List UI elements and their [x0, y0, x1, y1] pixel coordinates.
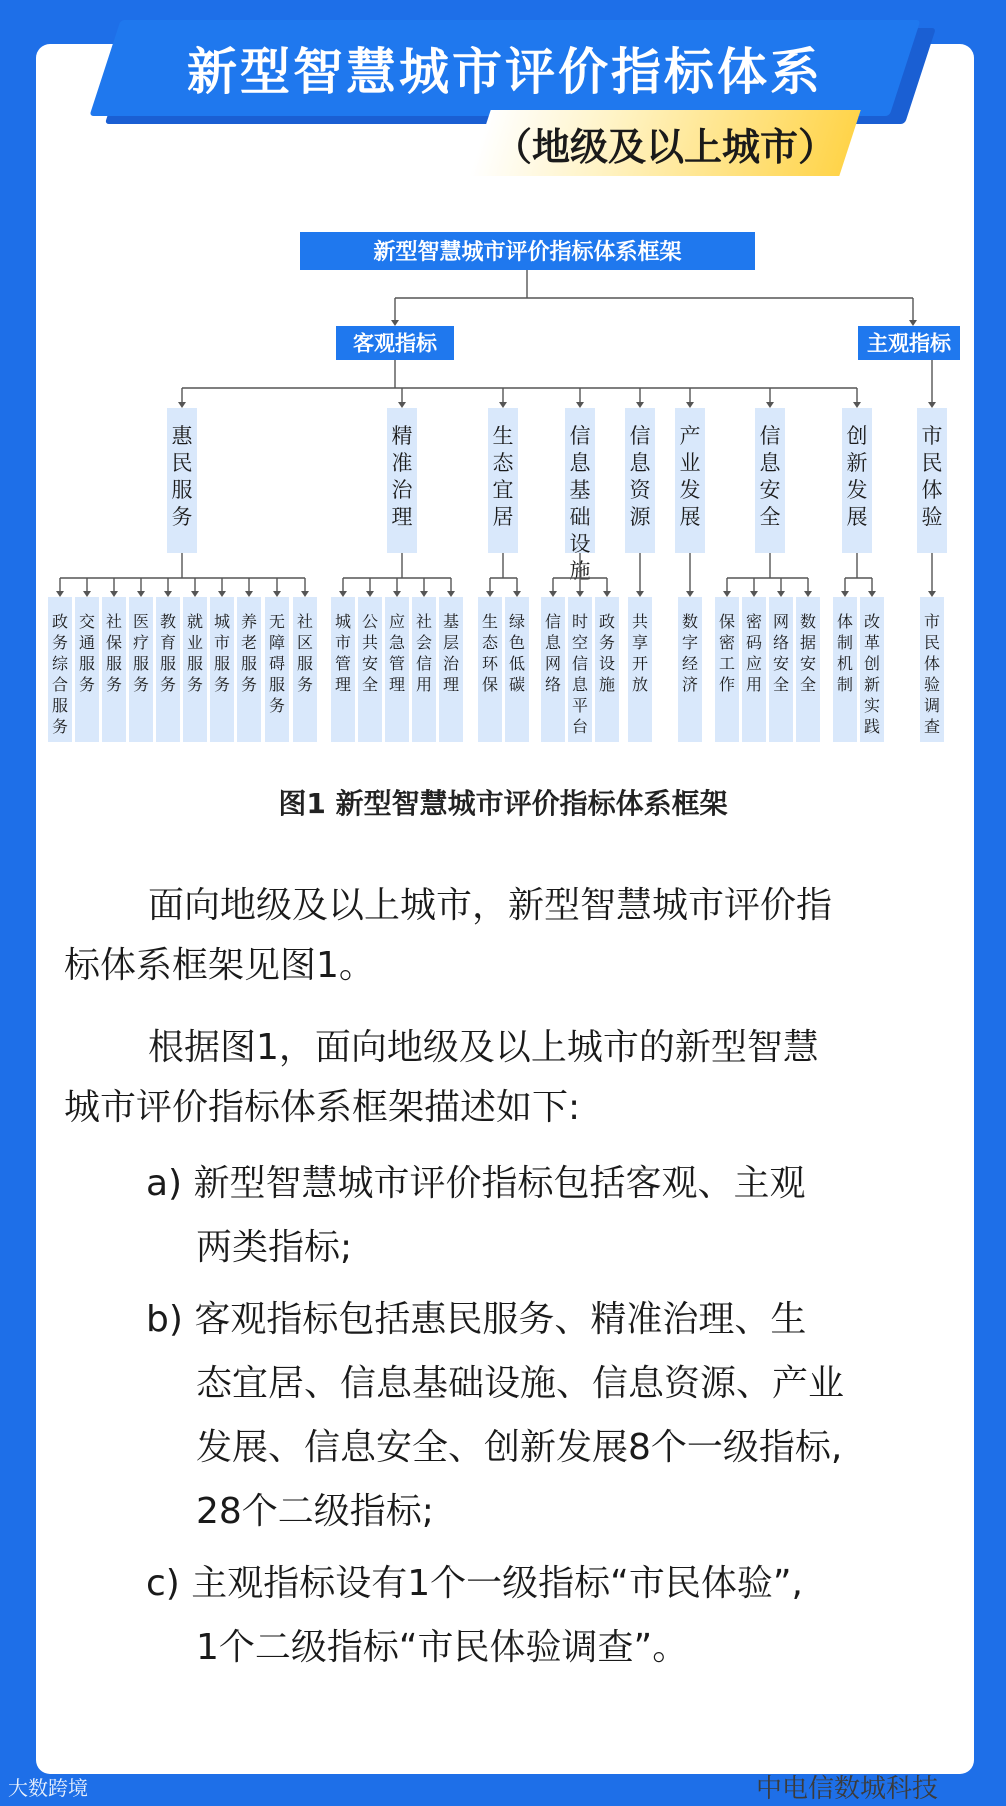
level2-1-6-char: 服	[186, 654, 204, 673]
item-c-line-1: c) 主观指标设有1个一级指标“市民体验”,	[146, 1563, 803, 1604]
item-b-line-2: 态宜居、信息基础设施、信息资源、产业	[196, 1363, 845, 1404]
level2-1-1-char: 综	[51, 654, 69, 673]
connector-arrowhead	[83, 591, 91, 597]
connector-arrowhead	[273, 591, 281, 597]
level2-7-3-char: 网	[772, 612, 790, 631]
level2-3-2-char: 绿	[508, 612, 526, 631]
connector-arrowhead	[603, 591, 611, 597]
level2-1-4-char: 医	[132, 612, 150, 631]
level2-4-1-char: 络	[544, 675, 562, 694]
item-b-line-4: 28个二级指标;	[196, 1491, 434, 1532]
level2-8-2-char: 新	[863, 675, 881, 694]
level2-8-2-char: 改	[863, 612, 881, 631]
level2-2-3-char: 理	[388, 675, 406, 694]
connector-arrowhead	[686, 402, 694, 408]
level1-6-char: 产	[679, 424, 701, 448]
level2-3-1-char: 态	[481, 633, 499, 652]
level2-7-1-char: 工	[718, 654, 736, 673]
level2-4-2-char: 平	[571, 696, 589, 715]
level1-2-char: 准	[391, 451, 413, 475]
item-b-line-3: 发展、信息安全、创新发展8个一级指标,	[196, 1427, 843, 1468]
level2-1-10-char: 务	[296, 675, 314, 694]
level2-4-3-char: 设	[598, 654, 616, 673]
root-node-label: 新型智慧城市评价指标体系框架	[373, 239, 682, 265]
level2-3-2-char: 色	[508, 633, 526, 652]
level1-4-char: 施	[569, 559, 591, 583]
connector-arrowhead	[339, 591, 347, 597]
connector-arrowhead	[777, 591, 785, 597]
level2-4-2-char: 息	[571, 675, 589, 694]
level2-4-1-char: 息	[544, 633, 562, 652]
level1-1-char: 务	[171, 505, 193, 529]
level1-4-char: 设	[569, 532, 591, 556]
connector-arrowhead	[909, 320, 917, 326]
level2-5-1-char: 共	[631, 612, 649, 631]
level2-1-1-char: 合	[51, 675, 69, 694]
level2-8-2-char: 实	[863, 696, 881, 715]
level2-1-10-char: 社	[296, 612, 314, 631]
connector-arrowhead	[137, 591, 145, 597]
connector-arrowhead	[868, 591, 876, 597]
level2-7-4-char: 全	[799, 675, 817, 694]
level1-3-char: 宜	[492, 478, 514, 502]
connector-arrowhead	[245, 591, 253, 597]
connector-arrowhead	[486, 591, 494, 597]
level2-5-1-char: 放	[631, 675, 649, 694]
level1-3-char: 居	[492, 505, 514, 529]
connector-arrowhead	[766, 402, 774, 408]
level2-1-2-char: 通	[78, 633, 96, 652]
figure-caption: 图1 新型智慧城市评价指标体系框架	[278, 787, 728, 820]
level2-1-6-char: 务	[186, 675, 204, 694]
connector-arrowhead	[636, 402, 644, 408]
level2-1-3-char: 务	[105, 675, 123, 694]
level1-1-char: 民	[171, 451, 193, 475]
page-subtitle: （地级及以上城市）	[493, 124, 836, 169]
connector-arrowhead	[841, 591, 849, 597]
level1-2-char: 治	[391, 478, 413, 502]
level2-2-3-char: 急	[388, 633, 406, 652]
level2-9-1-char: 验	[923, 675, 941, 694]
level1-4-char: 基	[569, 478, 591, 502]
connector-arrowhead	[928, 402, 936, 408]
level2-1-10-char: 区	[296, 633, 314, 652]
level2-2-4-char: 社	[415, 612, 433, 631]
level2-7-1-char: 作	[718, 675, 736, 694]
level2-1-8-char: 务	[240, 675, 258, 694]
level2-2-5-char: 治	[442, 654, 460, 673]
level2-2-2-char: 共	[361, 633, 379, 652]
level2-7-4-char: 数	[799, 612, 817, 631]
level2-8-1-char: 机	[836, 654, 854, 673]
level2-1-7-char: 服	[213, 654, 231, 673]
level2-9-1-char: 民	[923, 633, 941, 652]
page-title: 新型智慧城市评价指标体系	[187, 43, 823, 101]
level1-5-char: 资	[629, 478, 651, 502]
level1-9-char: 体	[921, 478, 943, 502]
connector-arrowhead	[164, 591, 172, 597]
level2-1-5-char: 育	[159, 633, 177, 652]
level2-4-1-char: 网	[544, 654, 562, 673]
framework-diagram	[0, 0, 1006, 760]
level1-2-char: 理	[391, 505, 413, 529]
level2-4-1-char: 信	[544, 612, 562, 631]
level1-9-char: 民	[921, 451, 943, 475]
level1-3-char: 生	[492, 424, 514, 448]
level2-6-1-char: 字	[681, 633, 699, 652]
item-a-line-1: a) 新型智慧城市评价指标包括客观、主观	[146, 1163, 806, 1204]
connector-arrowhead	[301, 591, 309, 597]
level2-9-1-char: 查	[923, 717, 941, 736]
level2-6-1-char: 数	[681, 612, 699, 631]
level2-1-7-char: 市	[213, 633, 231, 652]
level1-8-char: 创	[846, 424, 868, 448]
level2-1-2-char: 务	[78, 675, 96, 694]
level2-1-4-char: 服	[132, 654, 150, 673]
level2-1-1-char: 务	[51, 717, 69, 736]
level2-1-7-char: 务	[213, 675, 231, 694]
level2-7-3-char: 络	[772, 633, 790, 652]
level2-7-4-char: 安	[799, 654, 817, 673]
level1-7-char: 全	[759, 505, 781, 529]
level2-1-9-char: 无	[268, 612, 286, 631]
paragraph-1-line-1: 面向地级及以上城市，新型智慧城市评价指	[148, 885, 833, 926]
level2-1-1-char: 服	[51, 696, 69, 715]
level2-3-1-char: 保	[481, 675, 499, 694]
level2-1-1-char: 政	[51, 612, 69, 631]
level2-2-5-char: 层	[442, 633, 460, 652]
level2-8-1-char: 制	[836, 675, 854, 694]
level2-4-3-char: 施	[598, 675, 616, 694]
connector-arrowhead	[366, 591, 374, 597]
level1-7-char: 安	[759, 478, 781, 502]
level2-7-3-char: 全	[772, 675, 790, 694]
connector-arrowhead	[398, 402, 406, 408]
level2-1-8-char: 服	[240, 654, 258, 673]
level1-7-char: 信	[759, 424, 781, 448]
level2-1-2-char: 服	[78, 654, 96, 673]
level2-4-2-char: 空	[571, 633, 589, 652]
level2-1-8-char: 老	[240, 633, 258, 652]
level2-7-2-char: 应	[745, 654, 763, 673]
level2-9-1-char: 市	[923, 612, 941, 631]
connector-arrowhead	[723, 591, 731, 597]
connector-arrowhead	[576, 591, 584, 597]
connector-arrowhead	[110, 591, 118, 597]
level2-2-5-char: 基	[442, 612, 460, 631]
level2-2-2-char: 全	[361, 675, 379, 694]
level2-5-1-char: 享	[631, 633, 649, 652]
level2-2-5-char: 理	[442, 675, 460, 694]
level2-6-1-char: 经	[681, 654, 699, 673]
item-a-line-2: 两类指标;	[196, 1227, 353, 1268]
level2-4-2-char: 时	[571, 612, 589, 631]
connector-arrowhead	[636, 591, 644, 597]
level2-2-1-char: 城	[334, 612, 352, 631]
connector-arrowhead	[178, 402, 186, 408]
subjective-node-label: 主观指标	[867, 331, 951, 356]
level1-8-char: 展	[846, 505, 868, 529]
level2-5-1-char: 开	[631, 654, 649, 673]
level2-2-1-char: 理	[334, 675, 352, 694]
connector-arrowhead	[804, 591, 812, 597]
level2-2-3-char: 管	[388, 654, 406, 673]
paragraph-2-line-2: 城市评价指标体系框架描述如下:	[64, 1087, 581, 1128]
level2-1-9-char: 碍	[268, 654, 286, 673]
level1-9-char: 市	[921, 424, 943, 448]
level2-4-2-char: 信	[571, 654, 589, 673]
level2-7-2-char: 用	[745, 675, 763, 694]
level2-6-1-char: 济	[681, 675, 699, 694]
level2-3-1-char: 生	[481, 612, 499, 631]
item-c-line-2: 1个二级指标“市民体验调查”。	[196, 1627, 689, 1668]
level2-3-2-char: 碳	[508, 675, 526, 694]
level2-4-2-char: 台	[571, 717, 589, 736]
connector-arrowhead	[191, 591, 199, 597]
connector-arrowhead	[499, 402, 507, 408]
level2-8-2-char: 革	[863, 633, 881, 652]
level2-2-4-char: 信	[415, 654, 433, 673]
level2-7-2-char: 码	[745, 633, 763, 652]
level1-9-char: 验	[921, 505, 943, 529]
connector-arrowhead	[391, 320, 399, 326]
level1-1-char: 惠	[171, 424, 193, 448]
connector-arrowhead	[686, 591, 694, 597]
connector-arrowhead	[420, 591, 428, 597]
level2-1-10-char: 服	[296, 654, 314, 673]
level1-8-char: 发	[846, 478, 868, 502]
level1-5-char: 源	[629, 505, 651, 529]
level1-5-char: 信	[629, 424, 651, 448]
level2-1-6-char: 业	[186, 633, 204, 652]
level2-1-3-char: 保	[105, 633, 123, 652]
connector-arrowhead	[513, 591, 521, 597]
level2-4-3-char: 政	[598, 612, 616, 631]
level2-1-4-char: 疗	[132, 633, 150, 652]
level1-3-char: 态	[492, 451, 514, 475]
connector-arrowhead	[750, 591, 758, 597]
level2-2-4-char: 用	[415, 675, 433, 694]
level2-1-3-char: 服	[105, 654, 123, 673]
level2-2-2-char: 安	[361, 654, 379, 673]
level2-1-3-char: 社	[105, 612, 123, 631]
level2-1-7-char: 城	[213, 612, 231, 631]
level2-1-9-char: 障	[268, 633, 286, 652]
level1-7-char: 息	[759, 451, 781, 475]
level2-1-5-char: 服	[159, 654, 177, 673]
level2-2-1-char: 市	[334, 633, 352, 652]
level2-8-1-char: 制	[836, 633, 854, 652]
connector-arrowhead	[56, 591, 64, 597]
connector-arrowhead	[853, 402, 861, 408]
level2-7-1-char: 密	[718, 633, 736, 652]
level2-1-5-char: 教	[159, 612, 177, 631]
level1-6-char: 业	[679, 451, 701, 475]
level2-1-5-char: 务	[159, 675, 177, 694]
connector-arrowhead	[447, 591, 455, 597]
level1-1-char: 服	[171, 478, 193, 502]
level2-2-1-char: 管	[334, 654, 352, 673]
level2-7-4-char: 据	[799, 633, 817, 652]
level2-7-2-char: 密	[745, 612, 763, 631]
level2-3-2-char: 低	[508, 654, 526, 673]
connector-arrowhead	[576, 402, 584, 408]
level1-6-char: 发	[679, 478, 701, 502]
level2-2-3-char: 应	[388, 612, 406, 631]
level2-8-1-char: 体	[836, 612, 854, 631]
level2-4-3-char: 务	[598, 633, 616, 652]
level1-4-char: 础	[569, 505, 591, 529]
level2-1-4-char: 务	[132, 675, 150, 694]
paragraph-1-line-2: 标体系框架见图1。	[64, 945, 375, 986]
paragraph-2-line-1: 根据图1，面向地级及以上城市的新型智慧	[148, 1027, 819, 1068]
level2-1-9-char: 服	[268, 675, 286, 694]
level2-7-3-char: 安	[772, 654, 790, 673]
footer-watermark-right: 中电信数城科技	[756, 1774, 939, 1804]
level1-4-char: 息	[569, 451, 591, 475]
footer-watermark-left: 大数跨境	[8, 1776, 88, 1800]
level1-5-char: 息	[629, 451, 651, 475]
level2-1-8-char: 养	[240, 612, 258, 631]
item-b-line-1: b) 客观指标包括惠民服务、精准治理、生	[146, 1299, 807, 1340]
level2-2-2-char: 公	[361, 612, 379, 631]
level2-8-2-char: 践	[863, 717, 881, 736]
connector-arrowhead	[218, 591, 226, 597]
level2-7-1-char: 保	[718, 612, 736, 631]
level2-1-9-char: 务	[268, 696, 286, 715]
level1-4-char: 信	[569, 424, 591, 448]
level2-8-2-char: 创	[863, 654, 881, 673]
objective-node-label: 客观指标	[353, 331, 437, 356]
level2-2-4-char: 会	[415, 633, 433, 652]
level2-1-2-char: 交	[78, 612, 96, 631]
connector-arrowhead	[393, 591, 401, 597]
connector-arrowhead	[928, 591, 936, 597]
connector-arrowhead	[549, 591, 557, 597]
level1-2-char: 精	[391, 424, 413, 448]
level1-6-char: 展	[679, 505, 701, 529]
level2-1-6-char: 就	[186, 612, 204, 631]
level2-9-1-char: 调	[923, 696, 941, 715]
level2-1-1-char: 务	[51, 633, 69, 652]
level2-3-1-char: 环	[481, 654, 499, 673]
level1-8-char: 新	[846, 451, 868, 475]
level2-9-1-char: 体	[923, 654, 941, 673]
